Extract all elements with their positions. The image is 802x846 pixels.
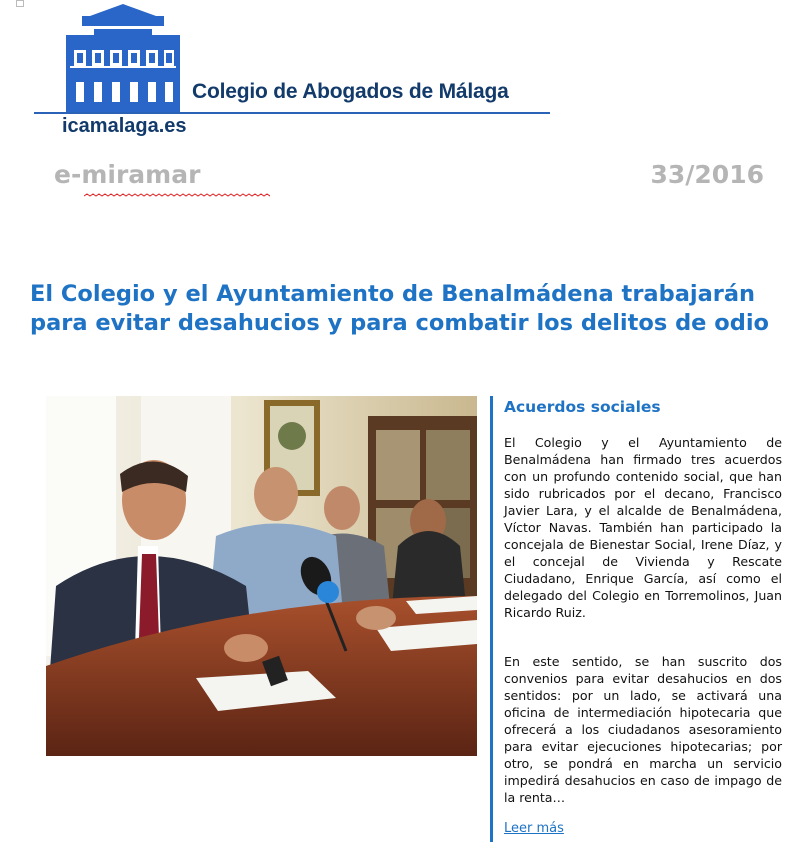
logo-divider [34,112,550,114]
summary-title: Acuerdos sociales [504,398,661,416]
article-photo [46,396,477,756]
logo-name: Colegio de Abogados de Málaga [192,80,509,103]
article-headline: El Colegio y el Ayuntamiento de Benalmádena trabajarán para evitar desahucios y para combatir los delitos de odio [30,281,770,336]
broken-image-marker [16,0,24,7]
logo-domain: icamalaga.es [62,115,187,137]
issue-number: 33/2016 [650,160,764,189]
publication-name-text: e-miramar [54,160,201,189]
article-summary-column [490,396,795,842]
summary-paragraph-1: El Colegio y el Ayuntamiento de Benalmádena han firmado tres acuerdos con un profundo contenido social, que han sido rubricados por el decano, Francisco Javier Lara, y el alcalde de Benalmádena, Víctor Navas. También han participado la concejala de Bienestar Social, Irene Díaz, y el concejal de Vivienda y Rescate Ciudadano, Enrique García, así como el delegado del Colegio en Torremolinos, Juan Ricardo Ruiz. [504,435,782,620]
spellcheck-underline [84,193,270,198]
publication-name [54,160,200,189]
building-icon [64,2,182,112]
masthead [34,0,554,140]
read-more-link[interactable]: Leer más [504,821,564,836]
summary-paragraph-2: En este sentido, se han suscrito dos convenios para evitar desahucios en dos sentidos: por un lado, se activará una oficina de intermediación hipotecaria que ofrecerá a los ciudadanos asesoramiento para evitar ejecuciones hipotecarias; por otro, se pondrá en marcha un servicio impedirá desahucios en caso de impago de la renta… [504,654,782,805]
